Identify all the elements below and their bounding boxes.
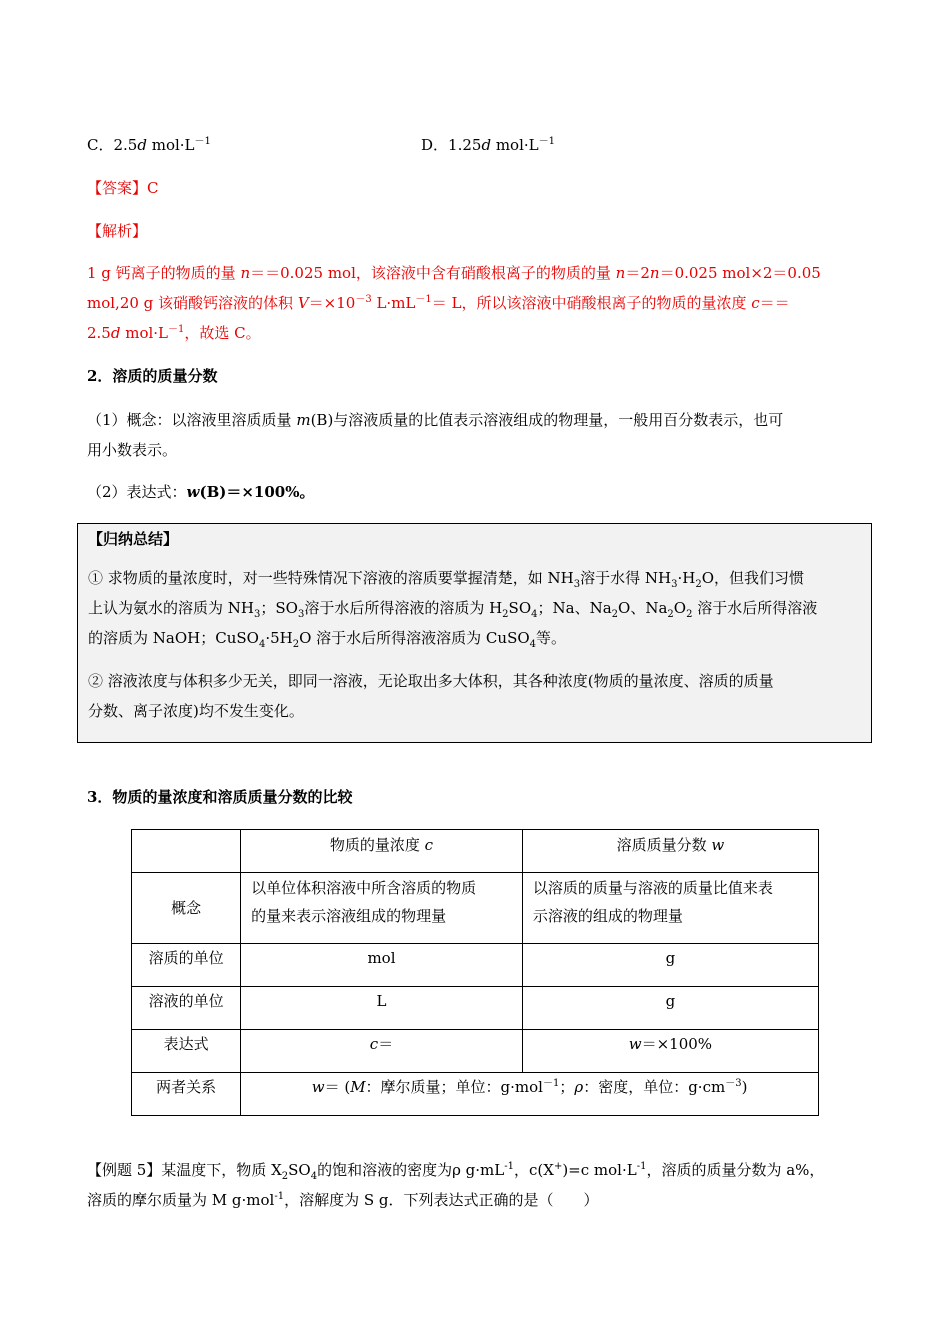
example-5-line-2: 溶质的摩尔质量为 M g·mol$^{-1}$，溶解度为 S g．下列表达式正确的是（ ） xyxy=(87,1191,599,1209)
option-d-text: D．1.25 xyxy=(421,136,482,154)
analysis-line-3: 2.5d $mol\cdot L^{-1}$，故选 C。 xyxy=(87,324,261,342)
analysis-line-1: 1 g 钙离子的物质的量 n＝＝0.025 mol，该溶液中含有硝酸根离子的物质的量 n＝2n＝0.025 mol×2＝0.05 xyxy=(87,264,821,282)
row-label-relationship: 两者关系 xyxy=(132,1073,241,1116)
table-corner-cell xyxy=(132,830,241,873)
table-row xyxy=(132,873,819,944)
option-c-unit: mol·L xyxy=(146,136,195,154)
option-c xyxy=(87,130,211,160)
row-label-solution-unit: 溶液的单位 xyxy=(132,987,241,1030)
summary-box xyxy=(77,523,872,743)
option-c-var: d xyxy=(137,136,147,154)
summary-item-1-line-1: ① 求物质的量浓度时，对一些特殊情况下溶液的溶质要掌握清楚，如 $NH_3$溶于水得 $NH_3\cdot H_2O$，但我们习惯 xyxy=(88,569,805,590)
table-row xyxy=(132,1030,819,1073)
expression-molarity: c＝ xyxy=(241,1030,523,1073)
section-2-expression: （2）表达式：w(B)＝×100%。 xyxy=(87,483,315,501)
summary-item-1-line-3: 的溶质为 NaOH；$CuSO_4\cdot 5H_2O$ 溶于水后所得溶液溶质为 CuSO$_4$等。 xyxy=(88,629,567,650)
section-2-title: 2．溶质的质量分数 xyxy=(87,367,218,385)
table-row xyxy=(132,944,819,987)
comparison-table xyxy=(131,829,819,1116)
summary-item-1-line-2: 上认为氨水的溶质为 $NH_3$；$SO_3$溶于水后所得溶液的溶质为 $H_2SO_4$；Na、$Na_2O$、$Na_2O_2$ 溶于水后所得溶液 xyxy=(88,599,818,620)
solution-unit-molarity: L xyxy=(241,987,523,1030)
option-c-exp: －1 xyxy=(194,136,211,147)
solute-unit-molarity: mol xyxy=(241,944,523,987)
table-header-molarity: 物质的量浓度 c xyxy=(241,830,523,873)
section-2-concept-line-1: （1）概念：以溶液里溶质质量 m(B)与溶液质量的比值表示溶液组成的物理量，一般用百分数表示，也可 xyxy=(87,411,784,429)
summary-item-2-line-1: ② 溶液浓度与体积多少无关，即同一溶液，无论取出多大体积，其各种浓度(物质的量浓度、溶质的质量 xyxy=(88,672,774,690)
summary-item-2-line-2: 分数、离子浓度)均不发生变化。 xyxy=(88,702,304,720)
option-d xyxy=(421,130,555,160)
concept-mass-fraction: 以溶质的质量与溶液的质量比值来表 示溶液的组成的物理量 xyxy=(522,873,818,944)
option-d-var: d xyxy=(481,136,492,154)
row-label-expression: 表达式 xyxy=(132,1030,241,1073)
solution-unit-mass-fraction: g xyxy=(522,987,818,1030)
table-row xyxy=(132,1073,819,1116)
option-c-text: C．2.5 xyxy=(87,136,138,154)
relationship-formula: w＝ (M：摩尔质量；单位：g·mol$^{-1}$；ρ：密度，单位：$g\cdot cm^{-3}$) xyxy=(241,1073,819,1116)
concept-molarity: 以单位体积溶液中所含溶质的物质 的量来表示溶液组成的物理量 xyxy=(241,873,523,944)
row-label-concept: 概念 xyxy=(132,873,241,944)
table-header-row xyxy=(132,830,819,873)
summary-title: 【归纳总结】 xyxy=(88,530,179,548)
table-row xyxy=(132,987,819,1030)
expression-mass-fraction: w＝×100% xyxy=(522,1030,818,1073)
analysis-line-2: mol,20 g 该硝酸钙溶液的体积 $V=\times 10^{-3}$ $L\cdot mL^{-1}= L$，所以该溶液中硝酸根离子的物质的量浓度 c＝＝ xyxy=(87,294,790,312)
section-2-concept-line-2: 用小数表示。 xyxy=(87,441,178,459)
analysis-label: 【解析】 xyxy=(87,222,148,240)
answer-label: 【答案】C xyxy=(87,179,159,197)
table-header-mass-fraction: 溶质质量分数 w xyxy=(522,830,818,873)
option-d-unit: mol·L xyxy=(491,136,539,154)
row-label-solute-unit: 溶质的单位 xyxy=(132,944,241,987)
option-d-exp: －1 xyxy=(538,136,555,147)
section-3-title: 3．物质的量浓度和溶质质量分数的比较 xyxy=(87,788,353,806)
example-5-line-1: 【例题 5】某温度下，物质 $X_2SO_4$的饱和溶液的密度为ρ $g\cdot mL^{-1}$，c(X+)=c $mol\cdot L^{-1}$，溶质的质量分数为 a%， xyxy=(87,1161,825,1182)
solute-unit-mass-fraction: g xyxy=(522,944,818,987)
